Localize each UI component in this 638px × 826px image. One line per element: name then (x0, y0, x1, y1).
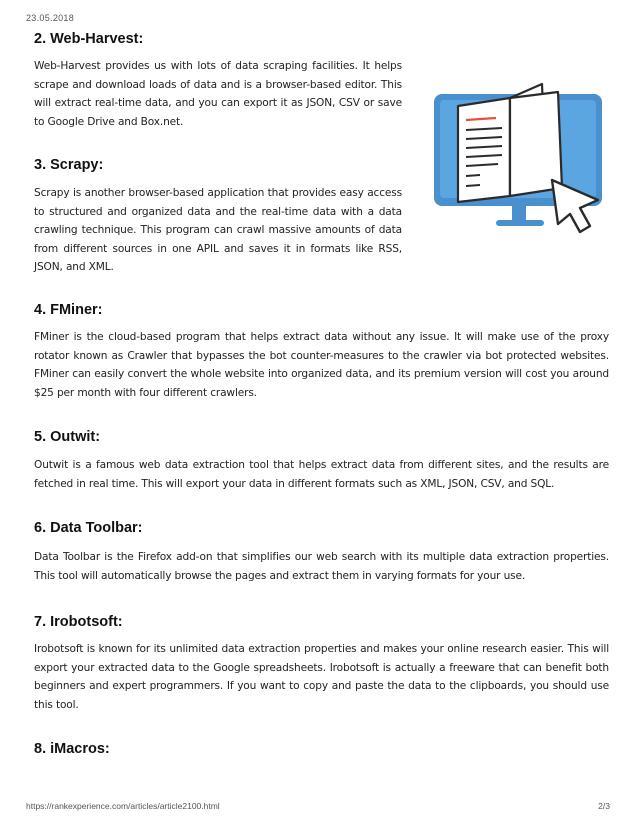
section-body-web-harvest: Web-Harvest provides us with lots of data scraping facilities. It helps scrape and download loads of data and is a browser-based editor. This will extract real-time data, and you can export it as JSON, CSV or save to Google Drive and Box.net. (34, 60, 402, 128)
page-url[interactable]: https://rankexperience.com/articles/article2100.html (26, 801, 220, 811)
section-heading-data-toolbar: 6. Data Toolbar: (34, 520, 143, 536)
section-body-scrapy: Scrapy is another browser-based application that provides easy access to structured and organized data and the real-time data with a data crawling technique. This program can crawl massive amounts of data from different sources in one APIL and saves it in formats like RSS, JSON, and XML. (34, 187, 402, 273)
page-number: 2/3 (598, 801, 610, 811)
page-footer (26, 801, 610, 811)
page-date: 23.05.2018 (26, 13, 75, 23)
section-body-data-toolbar: Data Toolbar is the Firefox add-on that simplifies our web search with its multiple data extraction properties. This tool will automatically browse the pages and extract them in varying formats for your use. (34, 551, 609, 582)
section-heading-web-harvest: 2. Web-Harvest: (34, 31, 144, 47)
monitor-book-cursor-icon (430, 76, 605, 248)
section-heading-outwit: 5. Outwit: (34, 429, 101, 445)
section-body-irobotsoft: Irobotsoft is known for its unlimited data extraction properties and makes your online research easier. This will export your extracted data to the Google spreadsheets. Irobotsoft is actually a freeware that can benefit both beginners and expert programmers. If you want to copy and paste the data to the clipboards, you should use this tool. (34, 643, 609, 711)
section-body-fminer: FMiner is the cloud-based program that helps extract data without any issue. It will make use of the proxy rotator known as Crawler that bypasses the bot counter-measures to the crawler via bot protected websites. FMiner can easily convert the whole website into organized data, and its premium version will cost you around $25 per month with four different crawlers. (34, 331, 609, 399)
section-body-outwit: Outwit is a famous web data extraction tool that helps extract data from different sites, and the results are fetched in real time. This will export your data in different formats such as XML, JSON, CSV, and SQL. (34, 459, 609, 490)
section-heading-irobotsoft: 7. Irobotsoft: (34, 614, 123, 630)
section-heading-scrapy: 3. Scrapy: (34, 157, 104, 173)
section-heading-fminer: 4. FMiner: (34, 302, 103, 318)
section-heading-imacros: 8. iMacros: (34, 741, 110, 757)
